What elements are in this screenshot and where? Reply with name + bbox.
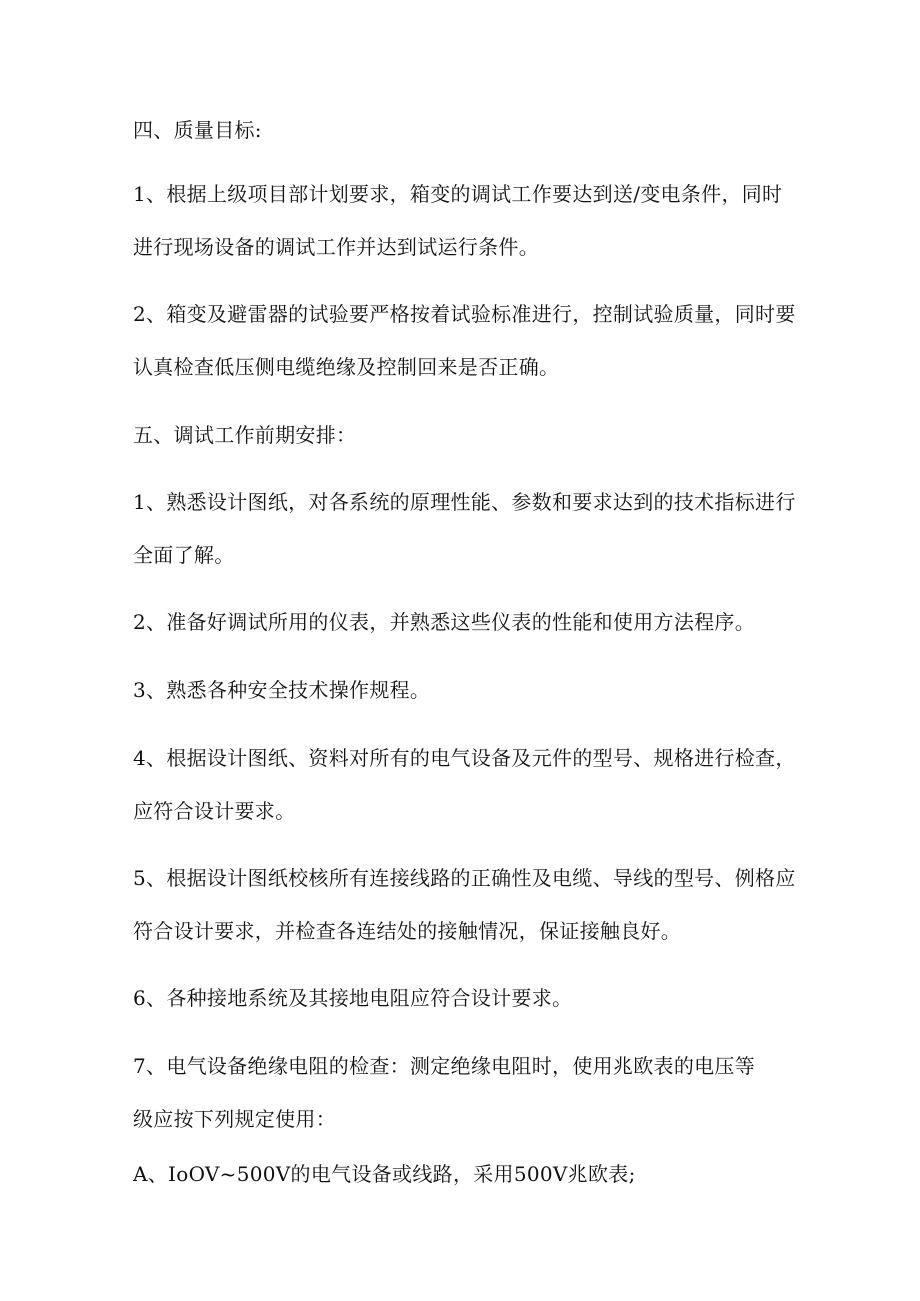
paragraph-line: 符合设计要求，并检查各连结处的接触情况，保证接触良好。 (133, 919, 682, 943)
paragraph-line: 应符合设计要求。 (133, 799, 296, 823)
paragraph-line: 1、根据上级项目部计划要求，箱变的调试工作要达到送/变电条件，同时 (133, 182, 783, 206)
paragraph-line: 2、准备好调试所用的仪表，并熟悉这些仪表的性能和使用方法程序。 (133, 610, 756, 634)
paragraph-line: 1、熟悉设计图纸，对各系统的原理性能、参数和要求达到的技术指标进行 (133, 490, 796, 514)
paragraph-line: 2、箱变及避雷器的试验要严格按着试验标准进行，控制试验质量，同时要 (133, 302, 796, 326)
paragraph-line: 进行现场设备的调试工作并达到试运行条件。 (133, 235, 539, 259)
paragraph-line: 6、各种接地系统及其接地电阻应符合设计要求。 (133, 986, 573, 1010)
paragraph-line: 认真检查低压侧电缆绝缘及控制回来是否正确。 (133, 355, 560, 379)
paragraph-line: 全面了解。 (133, 543, 235, 567)
paragraph-line: 5、根据设计图纸校核所有连接线路的正确性及电缆、导线的型号、例格应 (133, 866, 796, 890)
paragraph-line: 7、电气设备绝缘电阻的检查：测定绝缘电阻时，使用兆欧表的电压等 (133, 1054, 756, 1078)
paragraph-line: 3、熟悉各种安全技术操作规程。 (133, 678, 431, 702)
heading-commissioning-prep: 五、调试工作前期安排： (133, 423, 357, 447)
paragraph-line: 4、根据设计图纸、资料对所有的电气设备及元件的型号、规格进行检查， (133, 746, 796, 770)
heading-quality-goals: 四、质量目标: (133, 118, 262, 142)
paragraph-line: A、IoOV~500V的电气设备或线路，采用500V兆欧表; (133, 1162, 636, 1186)
paragraph-line: 级应按下列规定使用： (133, 1107, 336, 1131)
